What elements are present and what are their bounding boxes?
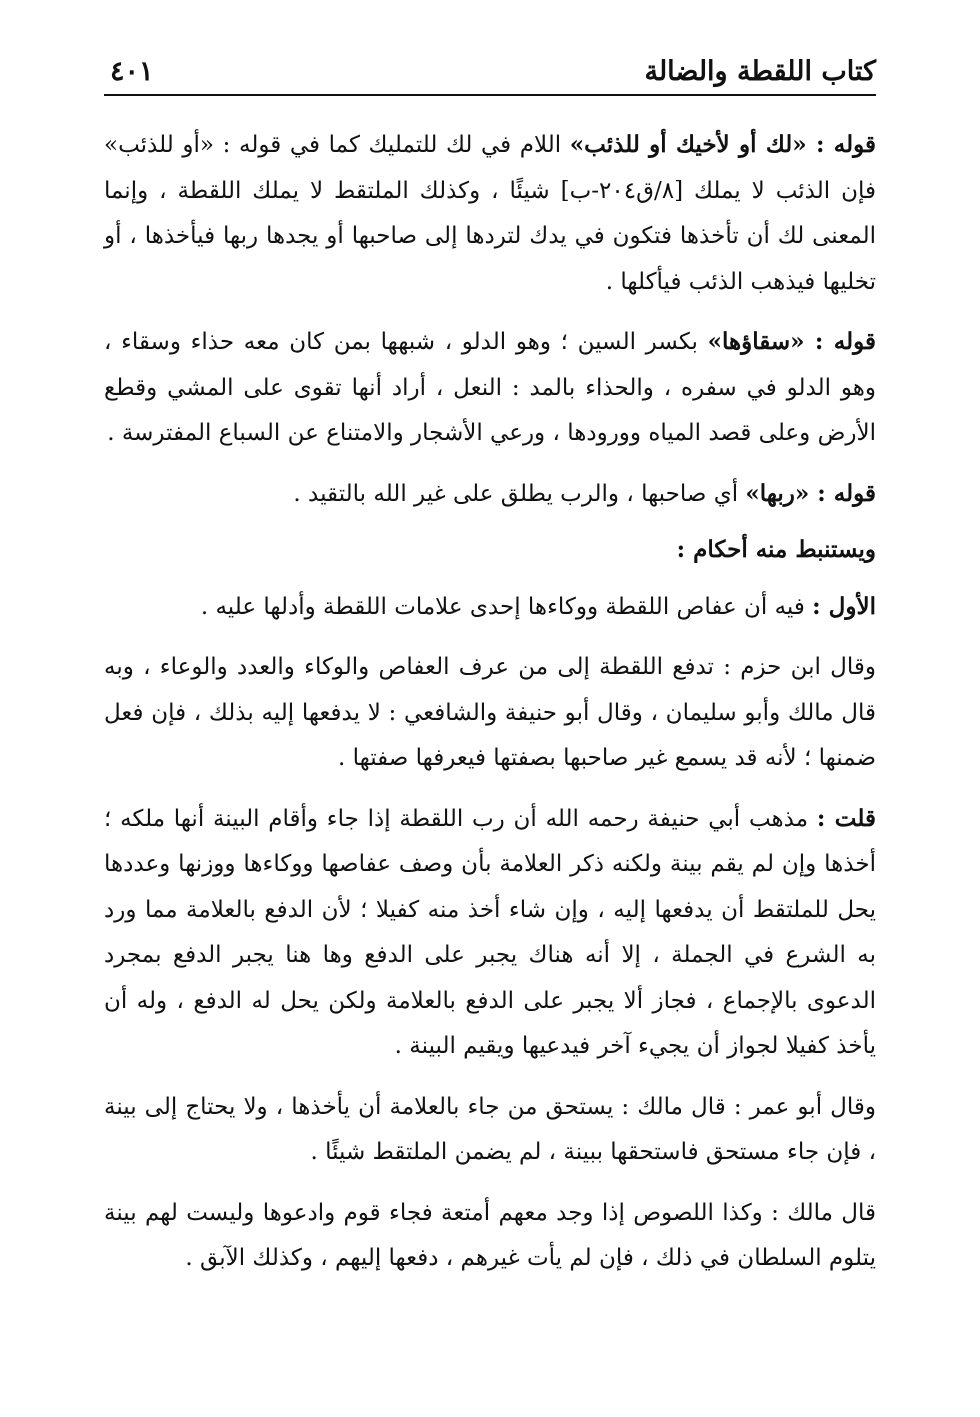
paragraph-abu-umar [104,1084,876,1176]
paragraph-text: بكسر السين ؛ وهو الدلو ، شبهها بمن كان معه حذاء وسقاء ، وهو الدلو في سفره ، والحذاء بالمد : النعل ، أراد أنها تقوى على المشي وقطع الأرض وعلى قصد المياه وورودها ، ورعي الأشجار والامتناع عن السباع المفترسة . [104,329,876,446]
paragraph-qultu [104,796,876,1070]
paragraph-lead: قلت : [816,804,876,832]
paragraph-al-awwal [104,584,876,631]
paragraph-text: وقال ابن حزم : تدفع اللقطة إلى من عرف العفاص والوكاء والعدد والوعاء ، وبه قال مالك وأبو سليمان ، وقال أبو حنيفة والشافعي : لا يدفعها إليه بذلك ، فإن فعل ضمنها ؛ لأنه قد يسمع غير صاحبها بصفتها فيعرفها صفتها . [104,654,876,771]
running-title: كتاب اللقطة والضالة [644,56,876,87]
paragraph-text: فيه أن عفاص اللقطة ووكاءها إحدى علامات اللقطة وأدلها عليه . [200,593,813,620]
paragraph-lead: قوله : «سقاؤها» [707,328,876,355]
paragraph-text: مذهب أبي حنيفة رحمه الله أن رب اللقطة إذا جاء وأقام البينة أنها ملكه ؛ أخذها وإن لم يقم بينة ولكنه ذكر العلامة بأن وصف عفاصها ووكاءها ووزنها وعددها يحل للملتقط أن يدفعها إليه ، وإن شاء أخذ منه كفيلا ؛ لأن الدفع بالعلامة مما ورد به الشرع في الجملة ، إلا أنه هناك يجبر على الدفع وها هنا يجبر الدفع بمجرد الدعوى بالإجماع ، فجاز ألا يجبر على الدفع بالعلامة ولكن يحل له الدفع ، وله أن يأخذ كفيلا لجواز أن يجيء آخر فيدعيها ويقيم البينة . [104,805,876,1059]
section-heading-ahkam [104,527,876,574]
paragraph-siqauha [104,319,876,457]
page-body [104,122,876,1296]
paragraph-lead: قوله : «ربها» [745,479,876,507]
header-rule [104,94,876,96]
paragraph-ibn-hazm [104,644,876,782]
section-heading: ويستنبط منه أحكام : [676,536,876,563]
paragraph-lead: الأول : [812,592,876,620]
paragraph-lak-aw-liakhik [104,122,876,305]
paragraph-text: قال مالك : وكذا اللصوص إذا وجد معهم أمتعة فجاء قوم وادعوها وليست لهم بينة يتلوم السلطان في ذلك ، فإن لم يأت غيرهم ، دفعها إليهم ، وكذلك الآبق . [104,1199,876,1271]
page-number: ٤٠١ [110,56,154,87]
paragraph-malik-lusus [104,1190,876,1282]
paragraph-text: اللام في لك للتمليك كما في قوله : «أو للذئب» فإن الذئب لا يملك [٨/ق٢٠٤-ب] شيئًا ، وكذلك الملتقط لا يملك اللقطة ، وإنما المعنى لك أن تأخذها فتكون في يدك لتردها إلى صاحبها أو يجدها ربها فيأخذها ، أو تخليها فيذهب الذئب فيأكلها . [104,132,876,295]
page-header [104,52,876,98]
paragraph-rabbuha [104,471,876,518]
paragraph-text: وقال أبو عمر : قال مالك : يستحق من جاء بالعلامة أن يأخذها ، ولا يحتاج إلى بينة ، فإن جاء مستحق فاستحقها ببينة ، لم يضمن الملتقط شيئًا . [104,1093,876,1165]
paragraph-text: أي صاحبها ، والرب يطلق على غير الله بالتقيد . [293,480,746,507]
paragraph-lead: قوله : «لك أو لأخيك أو للذئب» [569,131,876,158]
